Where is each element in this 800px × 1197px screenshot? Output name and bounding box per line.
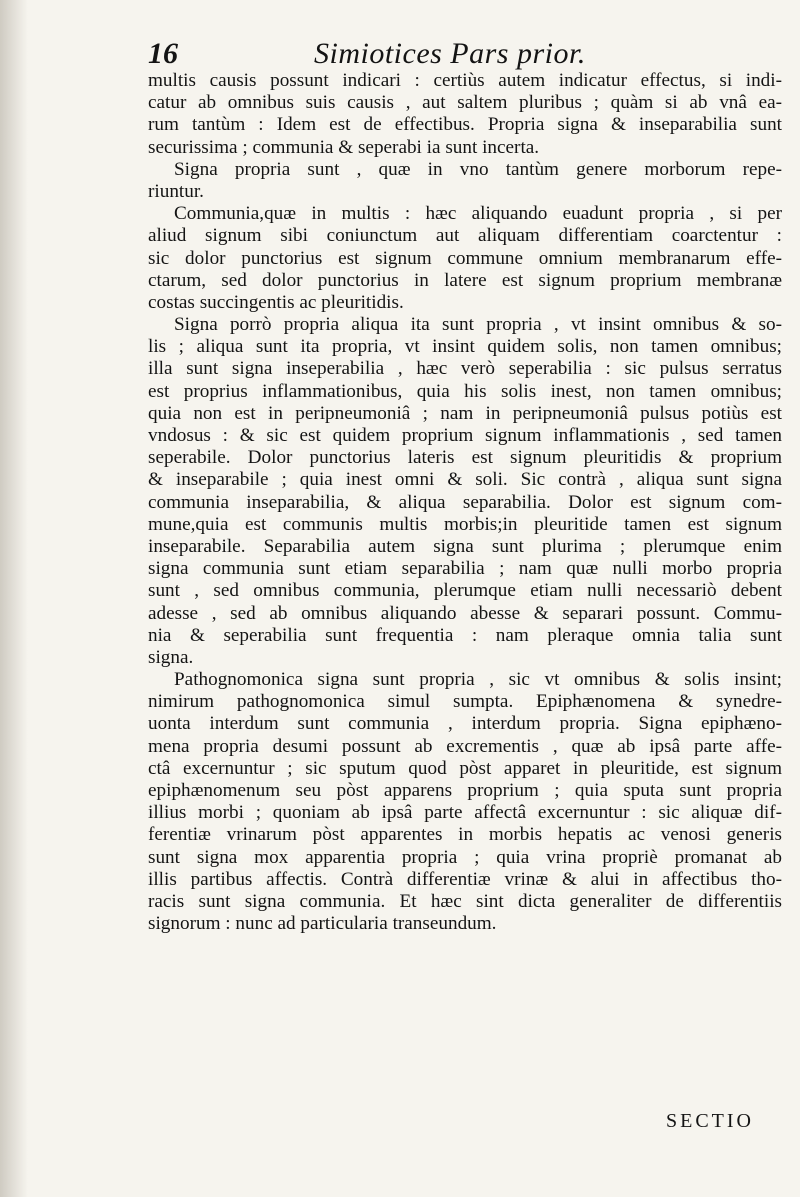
text-line: ctarum, sed dolor punctorius in latere est signum proprium membranæ [148,269,782,291]
paragraph [148,203,782,314]
text-line: Communia,quæ in multis : hæc aliquando euadunt propria , si per [174,203,782,225]
text-line: Signa porrò propria aliqua ita sunt propria , vt insint omnibus & so- [174,314,782,336]
text-line: securissima ; communia & seperabi ia sunt incerta. [148,136,540,158]
text-line: ctâ excernuntur ; sic sputum quod pòst apparet in pleuritide, est signum [148,757,782,779]
text-line: racis sunt signa communia. Et hæc sint dicta generaliter de differentiis [148,890,782,912]
text-line: illis partibus affectis. Contrà differentiæ vrinæ & alui in affectibus tho- [148,868,782,890]
text-line: vndosus : & sic est quidem proprium signum inflammationis , sed tamen [148,425,782,446]
text-line: catur ab omnibus suis causis , aut saltem pluribus ; quàm si ab vnâ ea- [148,92,782,114]
text-line: sunt , sed omnibus communia, plerumque etiam nulli necessariò debent [148,580,782,602]
running-title: Simiotices Pars prior. [314,37,586,70]
text-line: est proprius inflammationibus, quia his solis inest, non tamen omnibus; [148,380,782,402]
text-line: Pathognomonica signa sunt propria , sic vt omnibus & solis insint; [174,669,782,691]
text-line: nimirum pathognomonica simul sumpta. Epiphænomena & synedre- [148,691,782,713]
text-line: ferentiæ vrinarum pòst apparentes in morbis hepatis ac venosi generis [148,824,782,846]
text-line: inseparabile. Separabilia autem signa sunt plurima ; plerumque enim [148,535,782,557]
text-line: costas succingentis ac pleuritidis. [148,291,404,313]
catchword: SECTIO [666,1110,754,1132]
page-header [148,34,708,74]
paragraph [148,669,782,935]
text-line: epiphænomenum seu pòst apparens proprium ; quia sputa sunt propria [148,780,782,801]
text-line: Signa propria sunt , quæ in vno tantùm genere morborum repe- [174,158,782,180]
text-line: sunt signa mox apparentia propria ; quia vrina propriè promanat ab [148,846,782,868]
gutter-shadow [0,0,28,1197]
text-line: communia inseparabilia, & aliqua separabilia. Dolor est signum com- [148,491,782,513]
text-line: mena propria desumi possunt ab excrementis , quæ ab ipsâ parte affe- [148,735,782,757]
text-line: sic dolor punctorius est signum commune omnium membranarum effe- [148,247,782,269]
text-line: & inseparabile ; quia inest omni & soli. Sic contrà , aliqua sunt signa [148,469,782,491]
text-line: uonta interdum sunt communia , interdum propria. Signa epiphæno- [148,713,782,735]
text-line: signa. [148,646,194,668]
text-line: lis ; aliqua sunt ita propria, vt insint quidem solis, non tamen omnibus; [148,336,782,358]
text-line: rum tantùm : Idem est de effectibus. Propria signa & inseparabilia sunt [148,114,782,136]
text-line: multis causis possunt indicari : certiùs autem indicatur effectus, si indi- [148,70,782,91]
paragraph [148,159,782,203]
text-line: seperabile. Dolor punctorius lateris est signum pleuritidis & proprium [148,447,782,469]
paragraph [148,314,782,669]
text-line: mune,quia est communis multis morbis;in pleuritide tamen est signum [148,513,782,535]
text-line: adesse , sed ab omnibus aliquando abesse & separari possunt. Commu- [148,602,782,624]
text-line: illius morbi ; quoniam ab ipsâ parte affectâ excernuntur : sic aliquæ dif- [148,802,782,824]
text-line: aliud signum sibi coniunctum aut aliquam differentiam coarctentur : [148,225,782,247]
text-line: nia & seperabilia sunt frequentia : nam pleraque omnia talia sunt [148,624,782,646]
text-line: signa communia sunt etiam separabilia ; nam quæ nulli morbo propria [148,558,782,580]
text-line: illa sunt signa inseperabilia , hæc verò seperabilia : sic pulsus serratus [148,358,782,380]
page-number: 16 [148,37,178,70]
text-line: riuntur. [148,180,204,202]
paragraph [148,70,782,159]
text-line: quia non est in peripneumoniâ ; nam in peripneumoniâ pulsus potiùs est [148,402,782,424]
text-line: signorum : nunc ad particularia transeundum. [148,913,497,935]
body-text [148,70,782,935]
